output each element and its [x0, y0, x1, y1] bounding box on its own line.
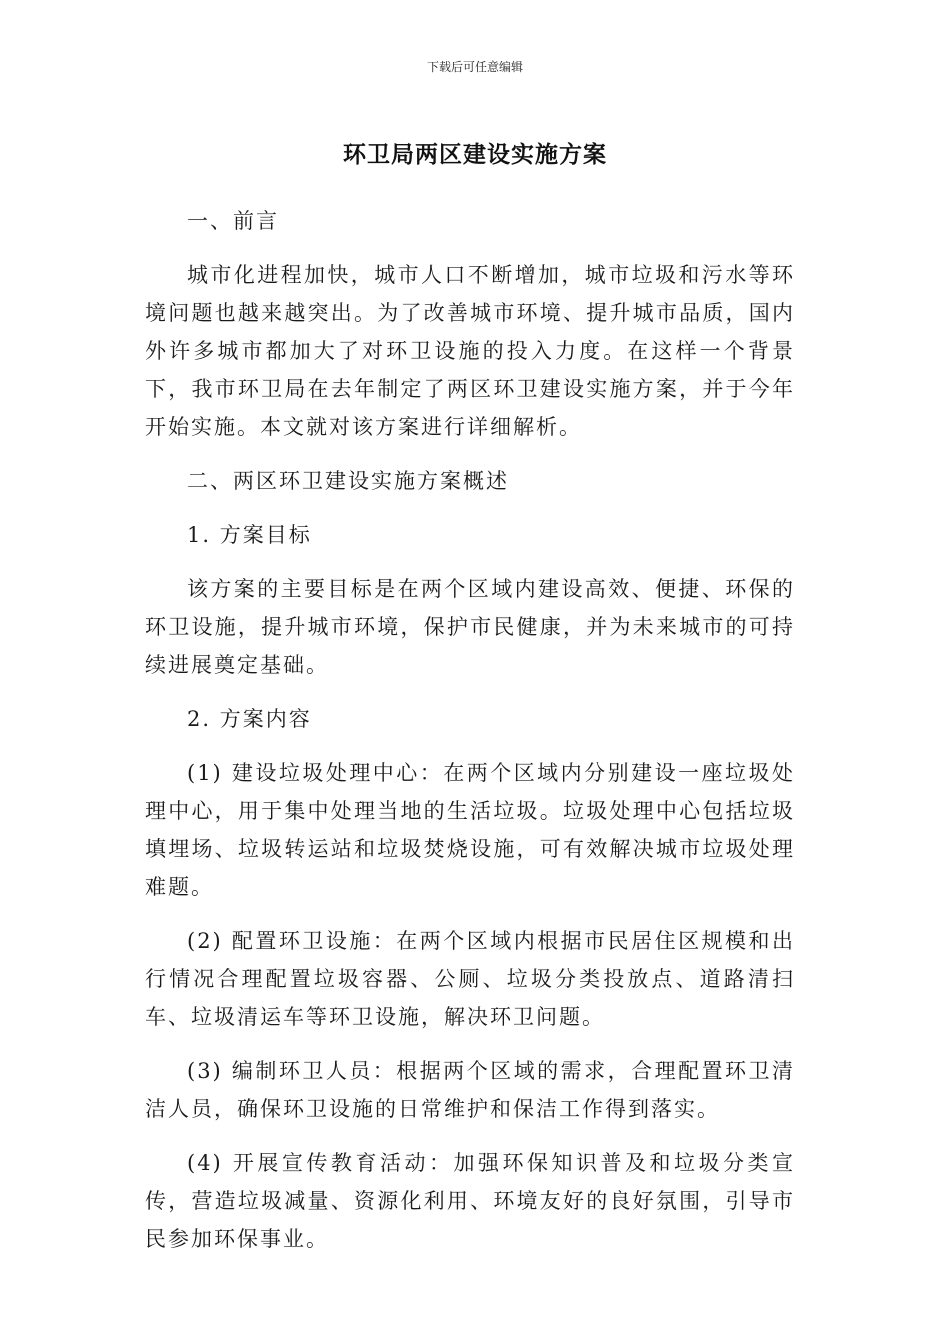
list-item: (2) 配置环卫设施：在两个区域内根据市民居住区规模和出行情况合理配置垃圾容器、公厕、垃圾分类投放点、道路清扫车、垃圾清运车等环卫设施，解决环卫问题。: [145, 929, 795, 1029]
section-heading-overview: 二、两区环卫建设实施方案概述: [187, 469, 509, 493]
subheading-content: 2. 方案内容: [187, 707, 312, 731]
document-body: [145, 202, 795, 1274]
list-item: (3) 编制环卫人员：根据两个区域的需求，合理配置环卫清洁人员，确保环卫设施的日常维护和保洁工作得到落实。: [145, 1059, 795, 1121]
header-note: 下载后可任意编辑: [426, 60, 523, 74]
subheading-goal: 1. 方案目标: [187, 523, 312, 547]
document-title: 环卫局两区建设实施方案: [343, 142, 607, 168]
body-paragraph: 城市化进程加快，城市人口不断增加，城市垃圾和污水等环境问题也越来越突出。为了改善城市环境、提升城市品质，国内外许多城市都加大了对环卫设施的投入力度。在这样一个背景下，我市环卫局在去年制定了两区环卫建设实施方案，并于今年开始实施。本文就对该方案进行详细解析。: [145, 263, 795, 439]
list-item: (4) 开展宣传教育活动：加强环保知识普及和垃圾分类宣传，营造垃圾减量、资源化利用、环境友好的良好氛围，引导市民参加环保事业。: [145, 1151, 795, 1251]
list-item: (1) 建设垃圾处理中心：在两个区域内分别建设一座垃圾处理中心，用于集中处理当地的生活垃圾。垃圾处理中心包括垃圾填埋场、垃圾转运站和垃圾焚烧设施，可有效解决城市垃圾处理难题。: [145, 761, 795, 899]
body-paragraph: 该方案的主要目标是在两个区域内建设高效、便捷、环保的环卫设施，提升城市环境，保护市民健康，并为未来城市的可持续进展奠定基础。: [145, 577, 795, 677]
section-heading-preface: 一、前言: [187, 209, 279, 233]
